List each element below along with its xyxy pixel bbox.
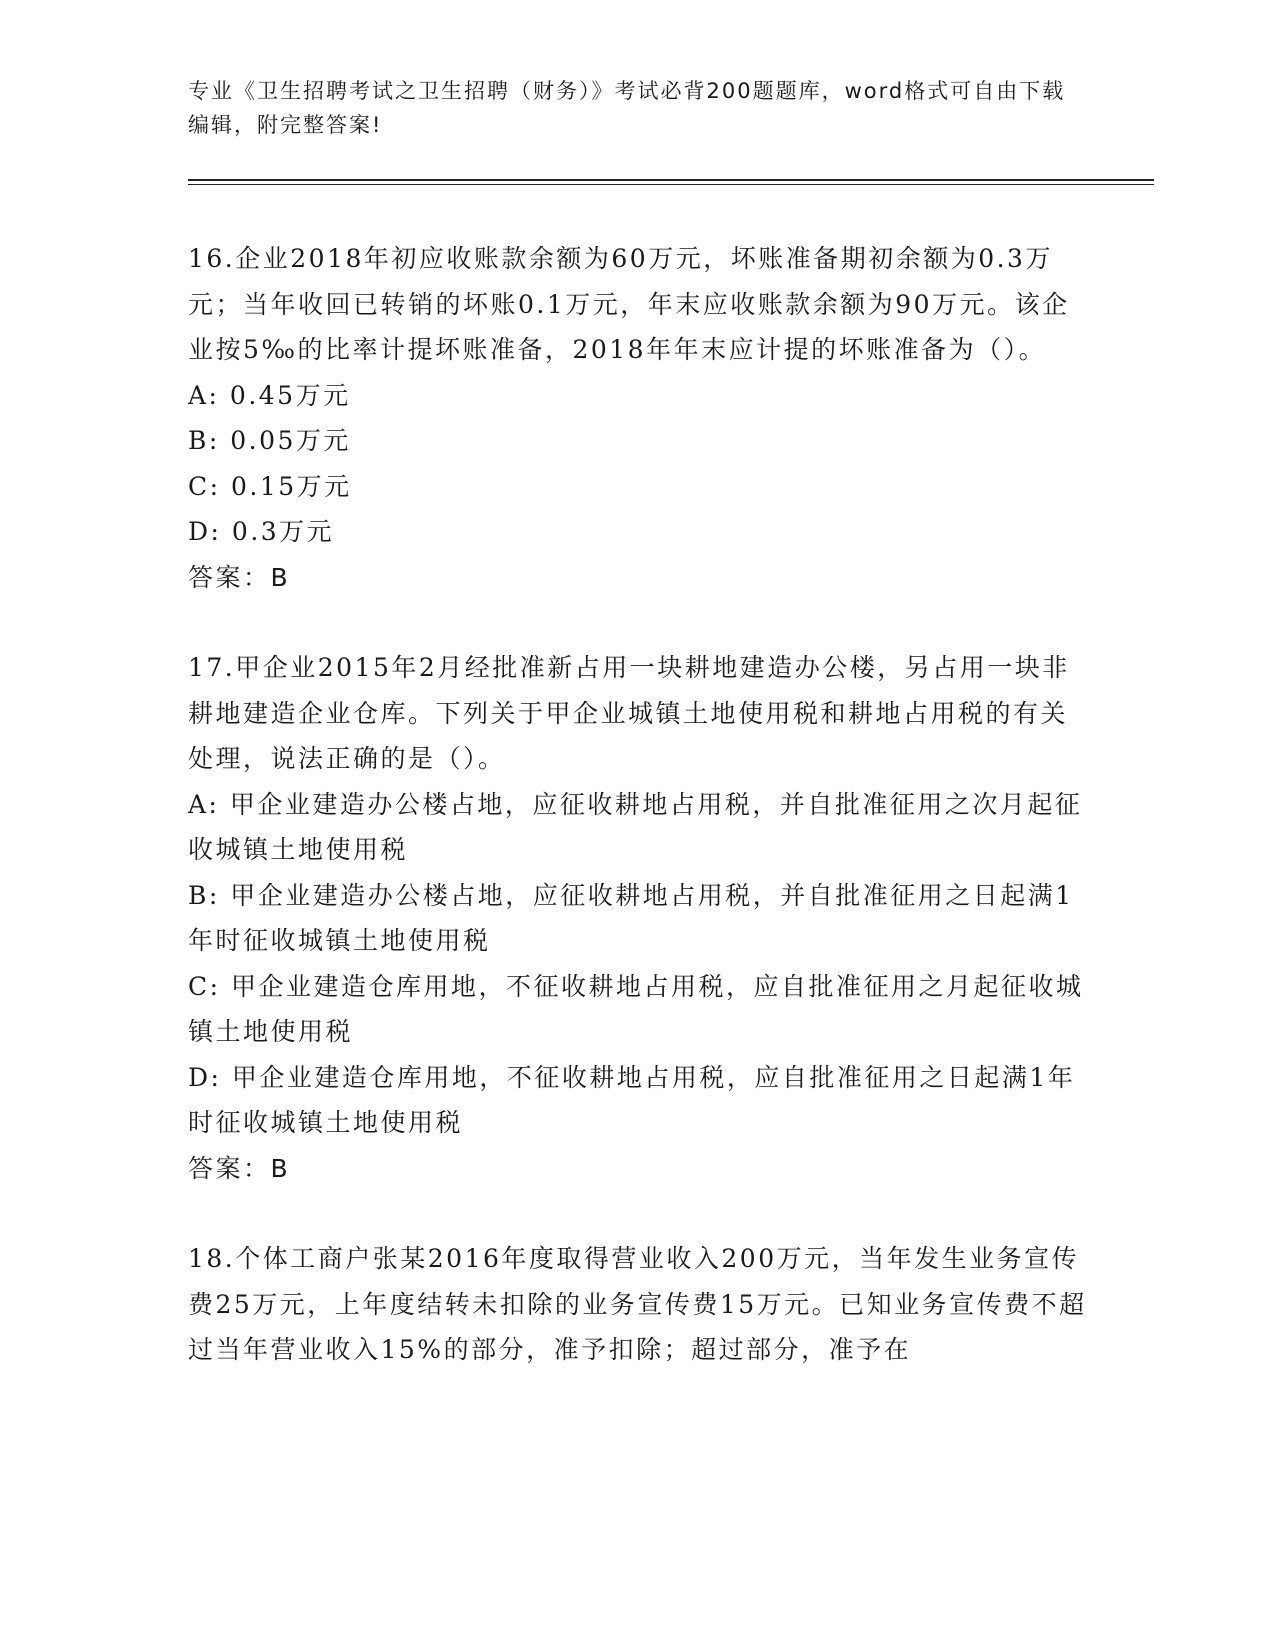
document-header: 专业《卫生招聘考试之卫生招聘（财务）》考试必背200题题库，word格式可自由下载编辑，附完整答案! — [188, 79, 1066, 137]
header-divider-thin — [188, 184, 1154, 185]
question-stem: 16.企业2018年初应收账款余额为60万元，坏账准备期初余额为0.3万元；当年收回已转销的坏账0.1万元，年末应收账款余额为90万元。该企业按5‰的比率计提坏账准备，2018年年末应计提的坏账准备为（）。 — [188, 244, 1070, 364]
answer-line: 答案：B — [188, 562, 291, 592]
answer-line: 答案：B — [188, 1153, 291, 1183]
option-a: A: 0.45万元 — [188, 380, 351, 410]
question-16 — [188, 236, 1088, 600]
question-17 — [188, 645, 1088, 1191]
option-d: D: 甲企业建造仓库用地，不征收耕地占用税，应自批准征用之日起满1年时征收城镇土地使用税 — [188, 1062, 1076, 1137]
option-c: C: 甲企业建造仓库用地，不征收耕地占用税，应自批准征用之月起征收城镇土地使用税 — [188, 971, 1084, 1046]
option-a: A: 甲企业建造办公楼占地，应征收耕地占用税，并自批准征用之次月起征收城镇土地使用税 — [188, 789, 1083, 864]
option-d: D: 0.3万元 — [188, 517, 335, 546]
question-18 — [188, 1236, 1088, 1373]
option-c: C: 0.15万元 — [188, 471, 352, 501]
question-stem: 18.个体工商户张某2016年度取得营业收入200万元，当年发生业务宣传费25万元，上年度结转未扣除的业务宣传费15万元。已知业务宣传费不超过当年营业收入15%的部分，准予扣除；超过部分，准予在 — [188, 1244, 1087, 1364]
option-b: B: 甲企业建造办公楼占地，应征收耕地占用税，并自批准征用之日起满1年时征收城镇土地使用税 — [188, 880, 1074, 955]
option-b: B: 0.05万元 — [188, 426, 351, 455]
header-divider-thick — [188, 179, 1154, 181]
question-stem: 17.甲企业2015年2月经批准新占用一块耕地建造办公楼，另占用一块非耕地建造企业仓库。下列关于甲企业城镇土地使用税和耕地占用税的有关处理，说法正确的是（）。 — [188, 653, 1070, 773]
question-list — [188, 236, 1088, 1418]
